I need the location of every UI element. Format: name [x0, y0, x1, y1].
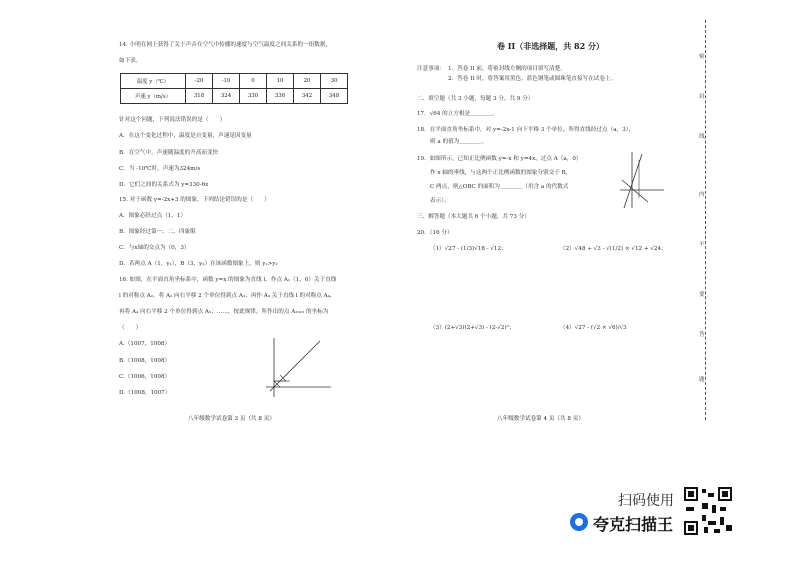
watermark-line-2: 夸克扫描王	[593, 515, 674, 534]
q19-line-4: 表示）。	[430, 198, 450, 204]
q14-stem: 针对这个问题，下列说法错误的是（ ）	[119, 117, 226, 123]
table-cell: 336	[267, 89, 294, 104]
table-cell: 342	[294, 89, 321, 104]
q19-line-3: C 两点，则△OBC 的面积为＿＿＿＿（用含 a 的代数式	[430, 184, 569, 190]
table-cell: -10	[213, 74, 240, 89]
notice-1: 1．答卷 II 前，将密封线左侧的项目填写清楚。	[448, 66, 566, 72]
table-cell: 30	[321, 74, 348, 89]
rail-char: 答	[699, 332, 705, 338]
q19-line-2: 作 x 轴的垂线，与这两个正比例函数的图象分别交于 B，	[430, 170, 572, 176]
table-cell: 0	[240, 74, 267, 89]
q14-intro-2: 如下表。	[119, 58, 142, 64]
rail-char: 要	[699, 292, 705, 298]
q17: 17．√64 的立方根是＿＿＿＿。	[417, 111, 499, 117]
q20-part-4: （4）√27 - (√2 × √6)/√3	[560, 325, 627, 331]
data-table	[120, 73, 348, 104]
q18-line-2: 则 a 的值为＿＿＿＿。	[430, 139, 488, 145]
q20-heading: 20．（16 分）	[417, 230, 453, 236]
table-cell: 348	[321, 89, 348, 104]
q15-option-a: A．图象必经过点（1，1）	[119, 213, 187, 219]
q18-line-1: 18．在平面直角坐标系中，对 y=-2x-1 向下平移 3 个单位，所得直线经过点（a，3），	[417, 127, 635, 133]
q16-figure	[264, 335, 334, 400]
table-cell: 20	[294, 74, 321, 89]
page-title: 卷 II（非选择题，共 82 分）	[497, 41, 604, 51]
q20-part-3: （3）(2+√3)(2+√3) - (2-√2)²；	[430, 325, 515, 331]
q15-option-c: C．与x轴的交点为（0，3）	[119, 245, 190, 251]
q14-option-c: C．当 -10℃时，声速为324m/s	[119, 166, 201, 172]
q15-option-b: B．图象经过第一、二、四象限	[119, 229, 196, 235]
q14-intro: 14. 小明在网上获得了关于声音在空气中传播的速度与空气温度之间关系的一组数据，	[119, 42, 332, 48]
notice-2: 2．答卷 II 时，将答案用黑色、蓝色钢笔或圆珠笔直接写在试卷上。	[448, 76, 617, 82]
q15-option-d: D．若两点 A（1，y₁），B（3，y₂）在该函数图象上，则 y₁>y₂	[119, 261, 278, 267]
q14-option-b: B．在空气中，声速随温度的升高而变快	[119, 150, 219, 156]
q16-line-2: l 的对称点 A₂，将 A₂ 向右平移 2 个单位得到点 A₃；再作 A₃ 关于直线 l 的对称点 A₄，	[119, 293, 336, 299]
table-cell: 318	[186, 89, 213, 104]
notice-label: 注意事项：	[417, 66, 445, 72]
q14-option-d: D．它们之间的关系式为 y=330-6x	[119, 182, 209, 188]
right-footer: 八年级数学试卷第 4 页（共 8 页）	[497, 416, 584, 422]
scanner-logo-icon	[570, 513, 588, 531]
table-cell: -20	[186, 74, 213, 89]
section-2-heading: 二、填空题（共 3 小题，每题 3 分，共 9 分）	[417, 96, 534, 102]
rail-char: 题	[699, 377, 705, 383]
table-cell: 330	[240, 89, 267, 104]
q16-line-3: 再将 A₄ 向右平移 2 个单位得到点 A₅；……，按此规律，所作出的点 A₂₀₁₅ 的坐标为	[119, 309, 329, 315]
left-footer: 八年级数学试卷第 3 页（共 8 页）	[188, 416, 275, 422]
q14-option-a: A．在这个变化过程中，温度是自变量，声速是因变量	[119, 133, 252, 139]
q16-option-b: B.（1008，1008）	[119, 358, 171, 364]
q19-figure	[618, 150, 666, 210]
rail-char: 封	[699, 94, 705, 100]
rail-char: 线	[699, 134, 705, 140]
q15-stem: 15. 对于函数 y=-2x+3 的图象，下列结论错误的是（ ）	[119, 197, 270, 203]
q16-option-c: C.（1006，1008）	[119, 374, 171, 380]
table-header-temp: 温度 y（℃）	[121, 74, 186, 89]
q20-part-1: （1）√27 - (1/3)√18 - √12；	[430, 246, 507, 252]
table-header-speed: 声速 y（m/s）	[121, 89, 186, 104]
rail-char: 不	[699, 242, 705, 248]
q20-part-2: （2）√48 ÷ √3 - √(1/2) × √12 + √24；	[560, 246, 667, 252]
rail-char: 密	[699, 54, 705, 60]
table-cell: 10	[267, 74, 294, 89]
section-3-heading: 三、解答题（本大题共 6 个小题，共 73 分）	[417, 214, 530, 220]
watermark-line-1: 扫码使用	[618, 493, 674, 509]
rail-char: 内	[699, 192, 705, 198]
table-cell: 324	[213, 89, 240, 104]
q16-line-4: （ ）	[119, 325, 142, 331]
q16-line-1: 16. 如图，在平面直角坐标系中，函数 y=x 的图象为直线 l，作点 A₁（1，0）关于直线	[119, 277, 337, 283]
binding-line	[705, 20, 706, 420]
q16-option-a: A.（1007，1008）	[119, 341, 171, 347]
q16-option-d: D.（1008，1007）	[119, 390, 171, 396]
q19-line-1: 19．如图所示，已知正比例函数 y=-x 和 y=4x，过点 A（a，0）	[417, 156, 582, 162]
qr-code-icon[interactable]	[684, 487, 732, 535]
